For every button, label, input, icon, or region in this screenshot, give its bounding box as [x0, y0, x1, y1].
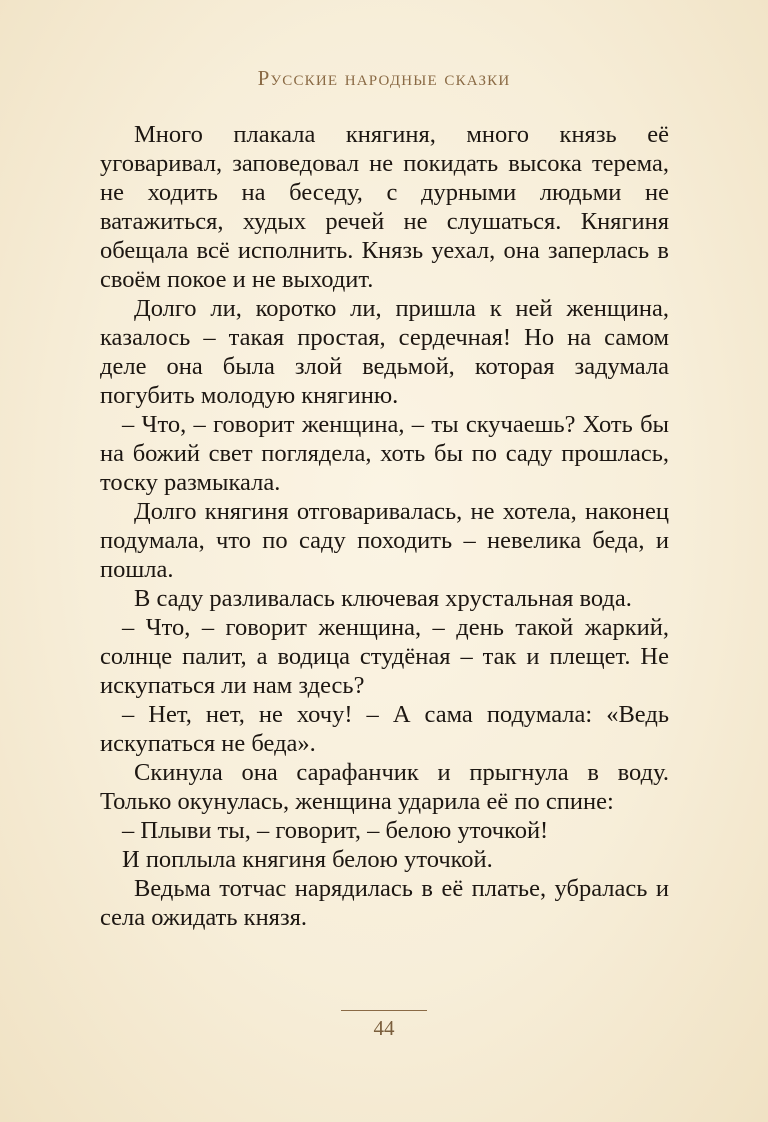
dialogue-paragraph: – Что, – говорит женщина, – день такой жаркий, солнце палит, а водица студёная – так и плещет. Не искупаться ли нам здесь?	[100, 614, 669, 699]
dialogue-paragraph: – Плыви ты, – говорит, – белою уточкой!	[122, 817, 549, 844]
dialogue-paragraph: – Нет, нет, не хочу! – А сама подумала: «Ведь искупаться не беда».	[100, 701, 669, 757]
paragraph: Долго ли, коротко ли, пришла к ней женщина, казалось – такая простая, сердечная! Но на самом деле она была злой ведьмой, которая задумала погубить молодую княгиню.	[100, 295, 669, 409]
page-number: 44	[373, 1016, 395, 1040]
paragraph: Ведьма тотчас нарядилась в её платье, убралась и села ожидать князя.	[100, 875, 669, 931]
running-head: Русские народные сказки	[257, 66, 511, 90]
paragraph: В саду разливалась ключевая хрустальная вода.	[134, 585, 632, 612]
paragraph: Много плакала княгиня, много князь её уговаривал, заповедовал не покидать высока терема, не ходить на беседу, с дурными людьми не ватажиться, худых речей не слушаться. Княгиня обещала всё исполнить. Князь уехал, она заперлась в своём покое и не выходит.	[100, 121, 669, 293]
body-text	[100, 120, 669, 932]
paragraph: Долго княгиня отговаривалась, не хотела, наконец подумала, что по саду походить – невелика беда, и пошла.	[100, 498, 669, 583]
footer-rule	[341, 1010, 427, 1011]
paragraph: Скинула она сарафанчик и прыгнула в воду. Только окунулась, женщина ударила её по спине:	[100, 759, 669, 815]
paragraph: И поплыла княгиня белою уточкой.	[122, 846, 493, 873]
dialogue-paragraph: – Что, – говорит женщина, – ты скучаешь? Хоть бы на божий свет поглядела, хоть бы по саду прошлась, тоску размыкала.	[100, 411, 669, 496]
